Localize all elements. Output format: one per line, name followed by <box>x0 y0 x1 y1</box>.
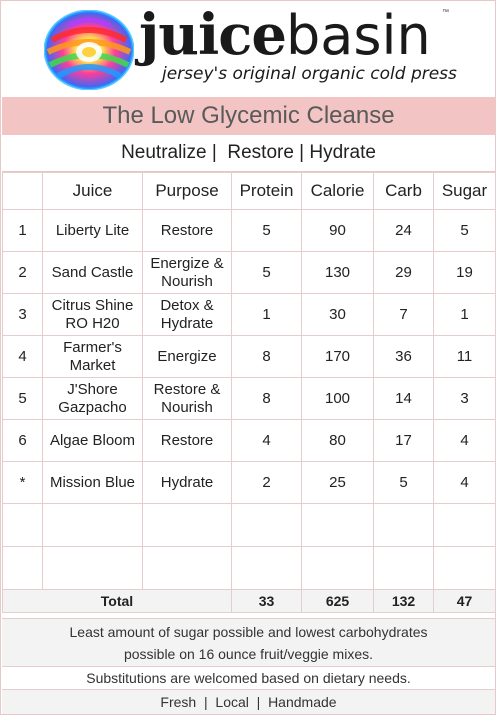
sugar-value: 19 <box>434 252 496 294</box>
brand-header <box>1 1 495 96</box>
cleanse-title: The Low Glycemic Cleanse <box>2 97 495 135</box>
row-number: 2 <box>3 252 43 294</box>
protein-value: 5 <box>232 252 302 294</box>
juice-purpose: Restore & Nourish <box>143 378 232 420</box>
calorie-value: 30 <box>302 294 374 336</box>
table-row <box>3 336 496 378</box>
protein-value: 4 <box>232 420 302 462</box>
total-protein: 33 <box>232 590 302 613</box>
cleanse-subtitle: Neutralize | Restore | Hydrate <box>2 135 495 172</box>
total-label: Total <box>3 590 232 613</box>
row-number: 1 <box>3 210 43 252</box>
sugar-value: 1 <box>434 294 496 336</box>
row-number: 5 <box>3 378 43 420</box>
row-number: 3 <box>3 294 43 336</box>
header-number <box>3 173 43 210</box>
carb-value: 14 <box>374 378 434 420</box>
calorie-value: 100 <box>302 378 374 420</box>
table-row <box>3 252 496 294</box>
substitutions-note: Substitutions are welcomed based on dietary needs. <box>2 666 495 689</box>
sugar-carb-note <box>2 618 495 666</box>
juicebasin-logo-icon <box>44 10 134 90</box>
row-number: 6 <box>3 420 43 462</box>
juice-purpose: Restore <box>143 210 232 252</box>
total-carb: 132 <box>374 590 434 613</box>
sugar-value: 4 <box>434 420 496 462</box>
calorie-value: 130 <box>302 252 374 294</box>
row-number: * <box>3 462 43 504</box>
protein-value: 5 <box>232 210 302 252</box>
cleanse-table <box>2 172 496 613</box>
table-row <box>3 420 496 462</box>
brand-tagline: jersey's original organic cold press <box>162 64 457 84</box>
sugar-value: 4 <box>434 462 496 504</box>
table-header-row <box>3 173 496 210</box>
header-calorie: Calorie <box>302 173 374 210</box>
brand-wordmark <box>139 3 431 68</box>
sugar-value: 11 <box>434 336 496 378</box>
juice-name: Farmer's Market <box>43 336 143 378</box>
header-juice: Juice <box>43 173 143 210</box>
values-footer: Fresh | Local | Handmade <box>2 689 495 714</box>
protein-value: 2 <box>232 462 302 504</box>
calorie-value: 90 <box>302 210 374 252</box>
protein-value: 8 <box>232 336 302 378</box>
total-sugar: 47 <box>434 590 496 613</box>
brand-name-light: basin <box>285 4 431 67</box>
table-row <box>3 462 496 504</box>
empty-table-row <box>3 547 496 590</box>
juice-name: Mission Blue <box>43 462 143 504</box>
sugar-value: 3 <box>434 378 496 420</box>
carb-value: 36 <box>374 336 434 378</box>
brand-name-bold: juice <box>139 2 286 68</box>
juice-name: Liberty Lite <box>43 210 143 252</box>
header-protein: Protein <box>232 173 302 210</box>
header-carb: Carb <box>374 173 434 210</box>
carb-value: 29 <box>374 252 434 294</box>
juice-purpose: Detox & Hydrate <box>143 294 232 336</box>
header-sugar: Sugar <box>434 173 496 210</box>
carb-value: 24 <box>374 210 434 252</box>
table-row <box>3 378 496 420</box>
empty-table-row <box>3 504 496 547</box>
protein-value: 8 <box>232 378 302 420</box>
protein-value: 1 <box>232 294 302 336</box>
note-line-1: Least amount of sugar possible and lowest carbohydrates <box>69 624 428 640</box>
juice-name: Citrus Shine RO H20 <box>43 294 143 336</box>
calorie-value: 170 <box>302 336 374 378</box>
carb-value: 17 <box>374 420 434 462</box>
calorie-value: 25 <box>302 462 374 504</box>
note-line-2: possible on 16 ounce fruit/veggie mixes. <box>123 646 374 662</box>
juice-purpose: Energize & Nourish <box>143 252 232 294</box>
juice-name: Algae Bloom <box>43 420 143 462</box>
trademark-symbol: ™ <box>442 9 449 16</box>
juice-name: J'Shore Gazpacho <box>43 378 143 420</box>
header-purpose: Purpose <box>143 173 232 210</box>
table-row <box>3 210 496 252</box>
carb-value: 7 <box>374 294 434 336</box>
juice-purpose: Hydrate <box>143 462 232 504</box>
sugar-value: 5 <box>434 210 496 252</box>
juice-purpose: Restore <box>143 420 232 462</box>
table-row <box>3 294 496 336</box>
carb-value: 5 <box>374 462 434 504</box>
calorie-value: 80 <box>302 420 374 462</box>
juice-purpose: Energize <box>143 336 232 378</box>
total-calorie: 625 <box>302 590 374 613</box>
row-number: 4 <box>3 336 43 378</box>
total-row <box>3 590 496 613</box>
juice-name: Sand Castle <box>43 252 143 294</box>
